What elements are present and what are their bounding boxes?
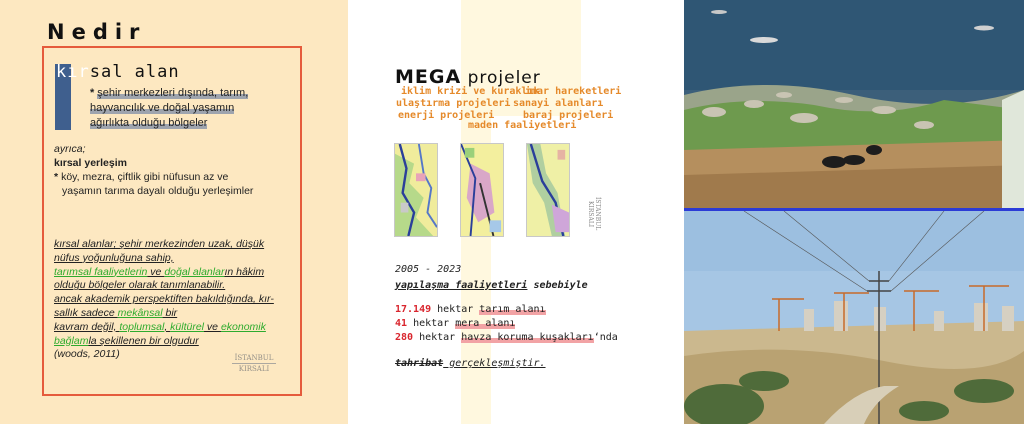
quote-green-tarimsal: tarımsal faaliyetlerin — [54, 265, 148, 278]
settlement-line-1 — [54, 170, 274, 184]
quote-text-sekillenen: la şekillenen bir olgudur — [88, 334, 199, 347]
quote-green-ekonomik: ekonomik — [220, 320, 266, 333]
academic-quote — [54, 238, 284, 362]
quote-line-6 — [54, 307, 284, 321]
stat-unit: hektar — [413, 332, 462, 343]
quote-citation: (woods, 2011) — [54, 348, 120, 361]
quote-line-7 — [54, 321, 284, 335]
stat-label: havza koruma kuşakları — [461, 332, 594, 343]
definition-line-3: ağırlıkta olduğu bölgeler — [90, 117, 208, 129]
project-dam: baraj projeleri — [523, 110, 614, 121]
project-industry: sanayi alanları — [513, 98, 604, 109]
quote-line-4: olduğu bölgeler olarak tanımlanabilir. — [54, 279, 226, 292]
logo-line-2: KIRSALI — [238, 365, 270, 373]
quote-text-kavram: kavram değil, — [54, 320, 120, 333]
mega-heading — [395, 66, 541, 88]
settlement-star: * — [54, 171, 59, 183]
project-zoning: imar hareketleri — [525, 86, 622, 97]
project-transport: ulaştırma projeleri — [396, 98, 511, 109]
settlement-text-1: köy, mezra, çiftlik gibi nüfusun az ve — [61, 171, 229, 183]
quote-line-8 — [54, 335, 284, 349]
quote-line-1: kırsal alanlar; şehir merkezinden uzak, düşük — [54, 238, 265, 250]
quote-green-baglam: bağlam — [54, 334, 89, 347]
mega-bold: MEGA — [395, 66, 462, 88]
stat-suffix: ‘nda — [593, 332, 618, 343]
destroy-rest: gerçekleşmiştir. — [443, 358, 546, 369]
settlement-block — [54, 142, 274, 198]
quote-green-kulturel: kültürel — [170, 320, 205, 333]
zoning-map-3 — [526, 143, 570, 237]
struck-word: tahribat — [395, 358, 444, 369]
settlement-line-2: yaşamın tarıma dayalı olduğu yerleşimler — [62, 185, 254, 197]
stat-number: 41 — [395, 318, 408, 329]
quote-text-ve: ve — [147, 265, 165, 278]
quote-text-bir: bir — [162, 306, 178, 319]
project-climate: iklim krizi ve kuraklık — [401, 86, 540, 97]
stat-watershed — [395, 332, 618, 343]
quote-text-comma: , — [164, 320, 171, 333]
stat-number: 17.149 — [395, 304, 432, 315]
also-label: ayrıca; — [54, 143, 86, 155]
definition-bullet — [90, 86, 270, 131]
bullet-star: * — [90, 87, 95, 99]
mega-rest: projeler — [461, 68, 541, 88]
quote-text-sallik: sallık sadece — [54, 306, 118, 319]
definition-heading — [56, 62, 180, 82]
destruction-line — [395, 358, 546, 369]
quote-green-mekansal: mekânsal — [117, 306, 163, 319]
quote-text-hakim: ın hâkim — [224, 265, 265, 278]
istanbul-kirsali-logo-small: İSTANBUL KIRSALI — [587, 197, 601, 231]
stat-number: 280 — [395, 332, 414, 343]
stat-unit: hektar — [431, 304, 480, 315]
cause-rest: sebebiyle — [527, 280, 588, 291]
definition-line-2: hayvancılık ve doğal yaşamın — [90, 102, 235, 114]
zoning-map-2 — [460, 143, 504, 237]
lake-shore-photo — [684, 0, 1024, 208]
quote-line-5: ancak akademik perspektiften bakıldığında, kır- — [54, 293, 274, 306]
logo-line-1: İSTANBUL — [232, 353, 276, 364]
quote-green-toplumsal: toplumsal — [119, 320, 165, 333]
quote-green-dogal: doğal alanlar — [164, 265, 225, 278]
quote-text-ve-2: ve — [204, 320, 221, 333]
zoning-maps — [394, 143, 608, 239]
settlement-label: kırsal yerleşim — [54, 157, 127, 169]
stat-label: tarım alanı — [479, 304, 546, 315]
quote-line-3 — [54, 266, 284, 280]
stat-agricultural — [395, 304, 546, 315]
project-energy: enerji projeleri — [398, 110, 495, 121]
left-panel — [0, 0, 348, 424]
cause-bold: yapılaşma faaliyetleri — [395, 280, 528, 291]
definition-line-1: şehir merkezleri dışında, tarım, — [97, 87, 249, 99]
stat-pasture — [395, 318, 515, 329]
construction-site-photo — [684, 211, 1024, 424]
project-mining: maden faaliyetleri — [468, 120, 577, 131]
cause-line — [395, 280, 588, 291]
quote-line-2: nüfus yoğunluğuna sahip, — [54, 251, 174, 264]
istanbul-kirsali-logo — [232, 353, 276, 383]
page-title: Nedir — [47, 20, 147, 44]
stat-unit: hektar — [407, 318, 456, 329]
year-range: 2005 - 2023 — [395, 264, 462, 275]
zoning-map-1 — [394, 143, 438, 237]
heading-highlight: kır — [56, 62, 90, 82]
heading-rest: sal alan — [89, 62, 180, 82]
stat-label: mera alanı — [455, 318, 516, 329]
